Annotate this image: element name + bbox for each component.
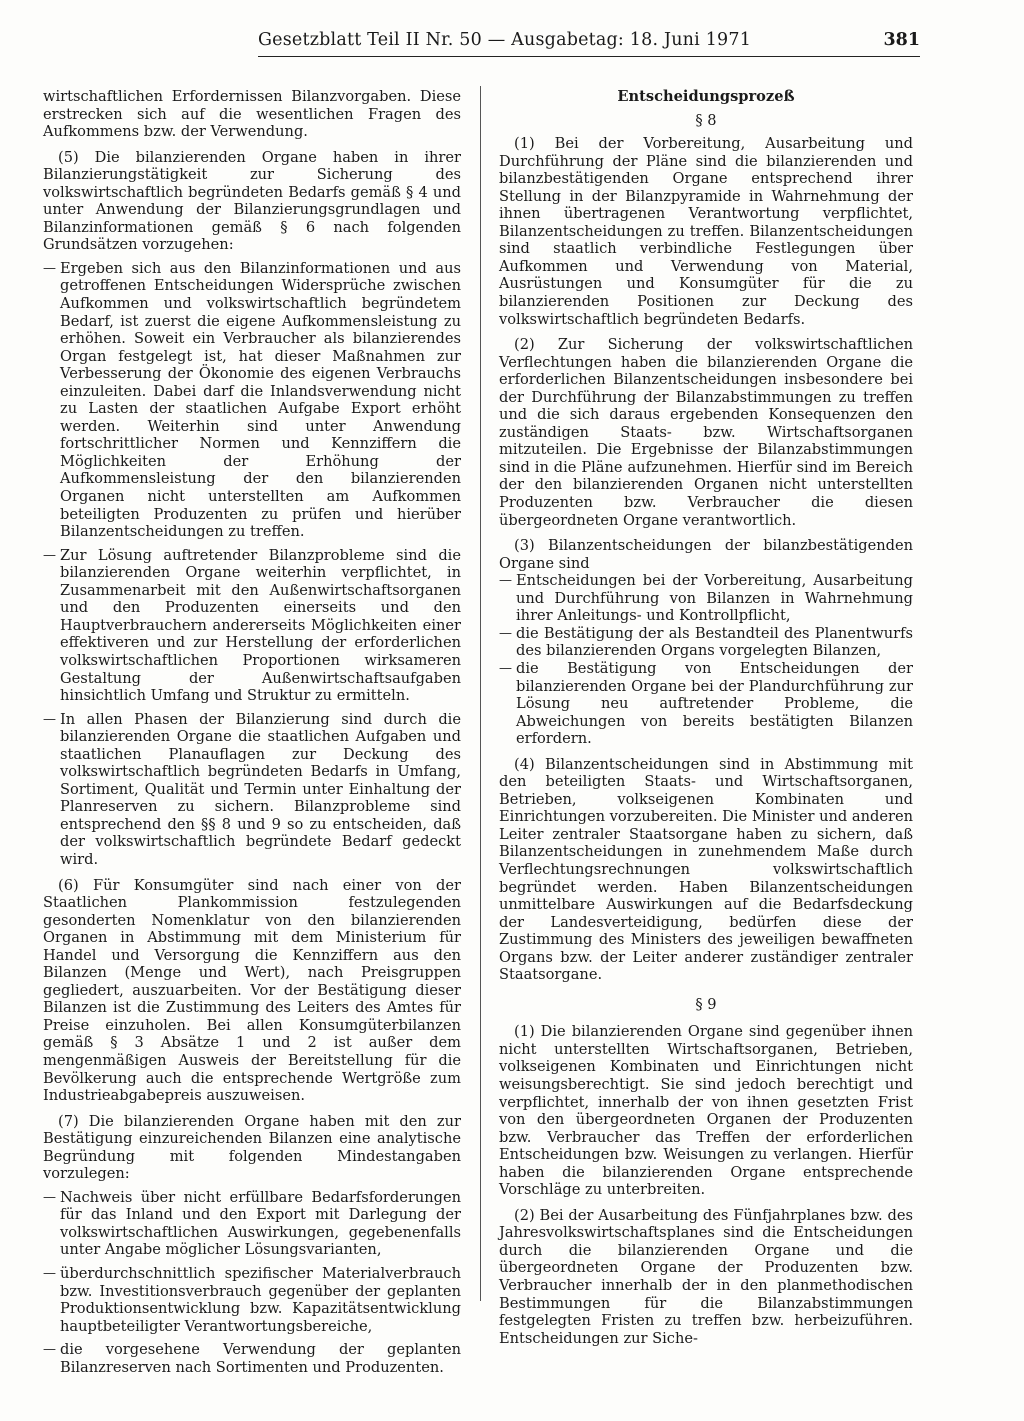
list-item: — In allen Phasen der Bilanzierung sind durch die bilanzierenden Organe die staatlichen Aufgaben und staatlichen Planauflagen zur Deckung des volkswirtschaftlich begründeten Bedarfs in Umfang, Sortiment, Qualität und Termin unter Einhaltung der Planreserven zu sichern. Bilanzprobleme sind entsprechend den §§ 8 und 9 so zu entscheiden, daß der volkswirtschaftlich begründete Bedarf gedeckt wird. (43, 711, 461, 869)
paragraph-6: (6) Für Konsumgüter sind nach einer von der Staatlichen Plankommission festzulegenden gesonderten Nomenklatur von den bilanzierenden Organen in Abstimmung mit dem Ministerium für Handel und Versorgung die Kennziffern aus den Bilanzen (Menge und Wert), nach Preisgruppen gegliedert, auszuarbeiten. Vor der Bestätigung dieser Bilanzen ist die Zustimmung des Leiters des Amtes für Preise einzuholen. Bei allen Konsumgüterbilanzen gemäß § 3 Absätze 1 und 2 ist außer dem mengenmäßigen Ausweis der Bereitstellung für die Bevölkerung auch die entsprechende Wertgröße zum Industrieabgabepreis auszuweisen. (43, 876, 461, 1105)
paragraph-8-4: (4) Bilanzentscheidungen sind in Abstimmung mit den beteiligten Staats- und Wirtschaftsorganen, Betrieben, volkseigenen Kombinaten und Einrichtungen vorzubereiten. Die Minister und anderen Leiter zentraler Staatsorgane haben zu sichern, daß Bilanzentscheidungen in zunehmendem Maße durch Verflechtungsrechnungen volkswirtschaftlich begründet werden. Haben Bilanzentscheidungen unmittelbare Auswirkungen auf die Bedarfsdeckung der Landesverteidigung, bedürfen diese der Zustimmung des Ministers des jeweiligen bewaffneten Organs bzw. der Leiter anderer zuständiger zentraler Staatsorgane. (499, 755, 913, 984)
list-item: — die Bestätigung von Entscheidungen der bilanzierenden Organe bei der Plandurchführung zur Lösung neu auftretender Probleme, die Abweichungen von bereits bestätigten Bilanzen erfordern. (499, 660, 913, 748)
paragraph-sign-8: § 8 (695, 111, 717, 129)
list-item: — Zur Lösung auftretender Bilanzprobleme sind die bilanzierenden Organe weiterhin verpflichtet, in Zusammenarbeit mit den Außenwirtschaftsorganen und den Produzenten einerseits und den Hauptverbrauchern andererseits Möglichkeiten einer effektiveren und zur Herstellung der erforderlichen volkswirtschaftlichen Proportionen wirksameren Gestaltung der Außenwirtschaftsaufgaben hinsichtlich Umfang und Struktur zu ermitteln. (43, 547, 461, 705)
page-number: 381 (883, 30, 920, 50)
paragraph-sign-9: § 9 (695, 995, 717, 1013)
header-title: Gesetzblatt Teil II Nr. 50 — Ausgabetag: 18. Juni 1971 (258, 30, 752, 50)
right-column (499, 88, 913, 1347)
paragraph-continuation: wirtschaftlichen Erfordernissen Bilanzvorgaben. Diese erstrecken sich auf die wesentlichen Fragen des Aufkommens bzw. der Verwendung. (43, 88, 461, 141)
paragraph-8-1: (1) Bei der Vorbereitung, Ausarbeitung und Durchführung der Pläne sind die bilanzierenden und bilanzbestätigenden Organe entsprechend ihrer Stellung in der Bilanzpyramide in Wahrnehmung der ihnen übertragenen Verantwortung verpflichtet, Bilanzentscheidungen zu treffen. Bilanzentscheidungen sind staatlich verbindliche Festlegungen über Aufkommen und Verwendung von Material, Ausrüstungen und Konsumgüter für die zu bilanzierenden Positionen zur Deckung des volkswirtschaftlich begründeten Bedarfs. (499, 135, 913, 328)
paragraph-9-2: (2) Bei der Ausarbeitung des Fünfjahrplanes bzw. des Jahresvolkswirtschaftsplanes sind die Entscheidungen durch die bilanzierenden Organe und die übergeordneten Organe der Produzenten bzw. Verbraucher innerhalb der in den planmethodischen Bestimmungen für die Bilanzabstimmungen festgelegten Fristen zu treffen bzw. herbeizuführen. Entscheidungen zur Siche- (499, 1206, 913, 1347)
paragraph-7: (7) Die bilanzierenden Organe haben mit den zur Bestätigung einzureichenden Bilanzen eine analytische Begründung mit folgenden Mindestangaben vorzulegen: (43, 1112, 461, 1183)
list-item: — Entscheidungen bei der Vorbereitung, Ausarbeitung und Durchführung von Bilanzen in Wahrnehmung ihrer Anleitungs- und Kontrollpflicht, (499, 572, 913, 625)
paragraph-8-3: (3) Bilanzentscheidungen der bilanzbestätigenden Organe sind (499, 537, 913, 572)
paragraph-5: (5) Die bilanzierenden Organe haben in ihrer Bilanzierungstätigkeit zur Sicherung des volkswirtschaftlich begründeten Bedarfs gemäß § 4 und unter Anwendung der Bilanzierungsgrundlagen und Bilanzinformationen gemäß § 6 nach folgenden Grundsätzen vorzugehen: (43, 148, 461, 254)
list-item: — überdurchschnittlich spezifischer Materialverbrauch bzw. Investitionsverbrauch gegenüber der geplanten Produktionsentwicklung bzw. Kapazitätsentwicklung hauptbeteiligter Verantwortungsbereiche, (43, 1265, 461, 1335)
section-heading: Entscheidungsprozeß (617, 88, 795, 105)
left-column (43, 88, 461, 1376)
list-item: — die vorgesehene Verwendung der geplanten Bilanzreserven nach Sortimenten und Produzenten. (43, 1341, 461, 1376)
page-header (230, 30, 920, 56)
column-divider (480, 86, 481, 1301)
list-item: — Ergeben sich aus den Bilanzinformationen und aus getroffenen Entscheidungen Widersprüche zwischen Aufkommen und volkswirtschaftlich begründetem Bedarf, ist zuerst die eigene Aufkommensleistung zu erhöhen. Soweit ein Verbraucher als bilanzierendes Organ festgelegt ist, hat dieser Maßnahmen zur Verbesserung der Ökonomie des eigenen Verbrauchs einzuleiten. Dabei darf die Inlandsverwendung nicht zu Lasten der staatlichen Aufgabe Export erhöht werden. Weiterhin sind unter Anwendung fortschrittlicher Normen und Kennziffern die Möglichkeiten der Erhöhung der Aufkommensleistung der den bilanzierenden Organen nicht unterstellten am Aufkommen beteiligten Produzenten zu prüfen und hierüber Bilanzentscheidungen zu treffen. (43, 260, 461, 541)
header-rule (258, 56, 920, 57)
list-item: — Nachweis über nicht erfüllbare Bedarfsforderungen für das Inland und den Export mit Darlegung der volkswirtschaftlichen Auswirkungen, gegebenenfalls unter Angabe möglicher Lösungsvarianten, (43, 1189, 461, 1259)
list-item: — die Bestätigung der als Bestandteil des Planentwurfs des bilanzierenden Organs vorgelegten Bilanzen, (499, 625, 913, 660)
paragraph-8-2: (2) Zur Sicherung der volkswirtschaftlichen Verflechtungen haben die bilanzierenden Organe die erforderlichen Bilanzentscheidungen insbesondere bei der Durchführung der Bilanzabstimmungen zu treffen und die sich daraus ergebenden Konsequenzen den zuständigen Staats- bzw. Wirtschaftsorganen mitzuteilen. Die Ergebnisse der Bilanzabstimmungen sind in die Pläne aufzunehmen. Hierfür sind im Bereich der den bilanzierenden Organen nicht unterstellten Produzenten bzw. Verbraucher die diesen übergeordneten Organe verantwortlich. (499, 336, 913, 529)
paragraph-9-1: (1) Die bilanzierenden Organe sind gegenüber ihnen nicht unterstellten Wirtschaftsorganen, Betrieben, volkseigenen Kombinaten und Einrichtungen nicht weisungsberechtigt. Sie sind jedoch berechtigt und verpflichtet, innerhalb der von ihnen gesetzten Frist von den übergeordneten Organen der Produzenten bzw. Verbraucher das Treffen der erforderlichen Entscheidungen bzw. Weisungen zu verlangen. Hierfür haben die bilanzierenden Organe entsprechende Vorschläge zu unterbreiten. (499, 1023, 913, 1199)
